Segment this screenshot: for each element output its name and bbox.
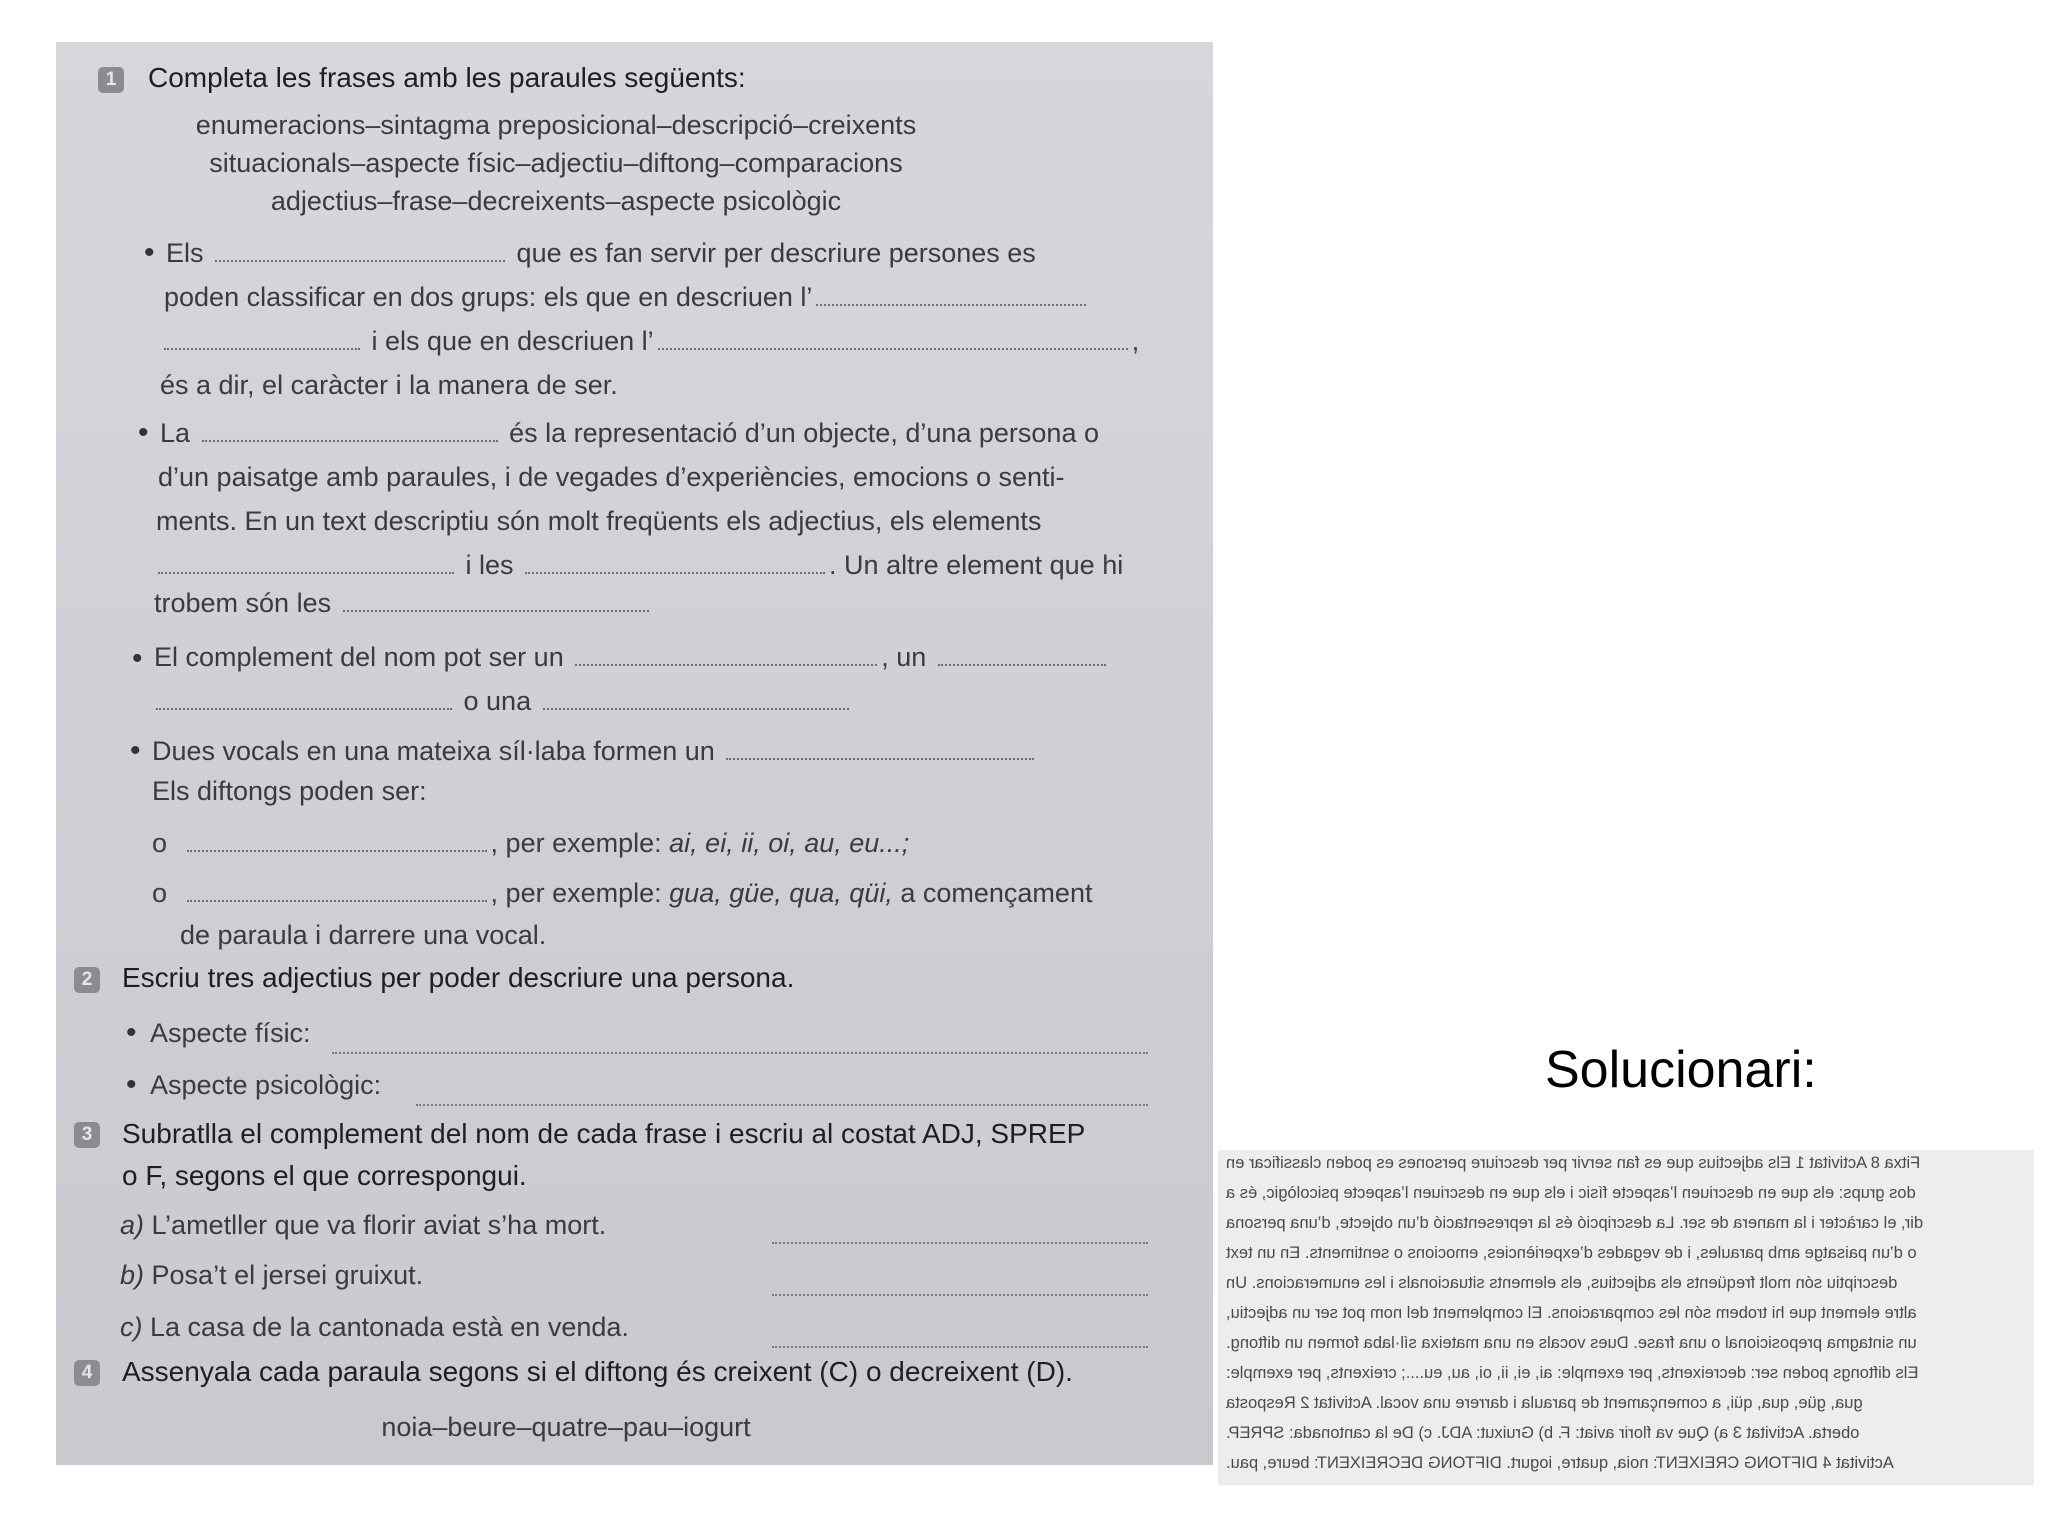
- bullet-icon: •: [130, 734, 141, 767]
- solucionari-line: dos grups: els que en descriuen l’aspecte físic i els que en descriuen l’aspecte psicològic, és a: [1226, 1184, 1916, 1202]
- b1-text1: que es fan servir per descriure persones es: [516, 238, 1036, 268]
- solucionari-line: altre element que hi trobem són les comparacions. El complement del nom pot ser un adjectiu,: [1226, 1304, 1917, 1322]
- item-text: La casa de la cantonada està en venda.: [150, 1312, 629, 1342]
- answer-line[interactable]: [772, 1242, 1148, 1244]
- b2-line1: [160, 418, 1099, 449]
- blank-field[interactable]: [658, 348, 1128, 350]
- b3-text1b: , un: [881, 642, 927, 672]
- solucionari-line: Fitxa 8 Activitat 1 Els adjectius que es fan servir per descriure persones es poden classificar en: [1226, 1154, 1921, 1172]
- solucionari-line: gua, güe, qua, qüi, a començament de paraula i darrere una vocal. Activitat 2 Resposta: [1226, 1394, 1863, 1412]
- blank-field[interactable]: [187, 850, 487, 852]
- answer-line[interactable]: [772, 1294, 1148, 1296]
- solucionari-line: descriptiu són molt freqüents els adjectius, els elements situacionals i les enumeracions. Un: [1226, 1274, 1898, 1292]
- b4-line2: Els diftongs poden ser:: [152, 776, 427, 806]
- b2-line5: [154, 588, 653, 619]
- solucionari-line: Els diftongs poden ser: decreixents, per exemple: ai, ei, ii, oi, au, eu....; creixents, per exemple:: [1226, 1364, 1919, 1382]
- b4-ex2a: , per exemple:: [490, 878, 662, 908]
- bullet-icon: •: [126, 1068, 137, 1101]
- b3-line2: [152, 686, 853, 717]
- option-circle: o: [152, 828, 168, 858]
- b2-line2: d’un paisatge amb paraules, i de vegades d’experiències, emocions o senti-: [158, 462, 1065, 492]
- exercise3-item-a: [120, 1210, 606, 1241]
- answer-line[interactable]: [772, 1346, 1148, 1348]
- b4-option2: [152, 878, 1092, 909]
- b1-line2: [164, 282, 1090, 313]
- exercise4-words: noia–beure–quatre–pau–iogurt: [381, 1412, 751, 1442]
- b1-line1: [166, 238, 1036, 269]
- solucionari-line: oberta. Activitat 3 a) Que va florir aviat: F. b) Gruixut: ADJ. c) De la cantonada: SPREP.: [1226, 1424, 1860, 1442]
- blank-field[interactable]: [215, 260, 505, 262]
- exercise4-instruction: Assenyala cada paraula segons si el diftong és creixent (C) o decreixent (D).: [122, 1356, 1073, 1387]
- b1-line4: és a dir, el caràcter i la manera de ser.: [160, 370, 618, 400]
- b2-text4a: i les: [465, 550, 514, 580]
- option-circle: o: [152, 878, 168, 908]
- blank-field[interactable]: [816, 304, 1086, 306]
- exercise-number-badge: 3: [74, 1122, 100, 1148]
- blank-field[interactable]: [202, 440, 498, 442]
- exercise2-item-1: Aspecte físic:: [150, 1018, 311, 1048]
- b3-text2: o una: [463, 686, 532, 716]
- b2-la: La: [160, 418, 191, 448]
- b4-ex1a: , per exemple:: [490, 828, 662, 858]
- exercise3-item-c: [120, 1312, 629, 1343]
- item-text: Posa’t el jersei gruixut.: [151, 1260, 424, 1290]
- item-letter: c): [120, 1312, 143, 1342]
- blank-field[interactable]: [575, 664, 877, 666]
- answer-line[interactable]: [416, 1104, 1148, 1106]
- item-letter: a): [120, 1210, 145, 1240]
- exercise-number-badge: 4: [74, 1360, 100, 1386]
- blank-field[interactable]: [726, 758, 1034, 760]
- blank-field[interactable]: [543, 708, 849, 710]
- blank-field[interactable]: [156, 708, 452, 710]
- word-bank-line-1: enumeracions–sintagma preposicional–descripció–creixents: [195, 110, 917, 140]
- exercise3-item-b: [120, 1260, 423, 1291]
- solucionari-line: o d’un paisatge amb paraules, i de vegades d’experiències, emocions o sentiments. En un text: [1226, 1244, 1917, 1262]
- solucionari-title: Solucionari:: [1545, 1041, 1817, 1099]
- exercise3-instruction-1: Subratlla el complement del nom de cada frase i escriu al costat ADJ, SPREP: [122, 1118, 1086, 1149]
- b2-line4: [154, 550, 1123, 581]
- b2-text1: és la representació d’un objecte, d’una persona o: [509, 418, 1099, 448]
- b3-text1: El complement del nom pot ser un: [154, 642, 564, 672]
- blank-field[interactable]: [525, 572, 825, 574]
- b2-text4b: . Un altre element que hi: [829, 550, 1124, 580]
- word-bank-line-3: adjectius–frase–decreixents–aspecte psicològic: [270, 186, 842, 216]
- b4-option1: [152, 828, 909, 859]
- exercise3-instruction-2: o F, segons el que correspongui.: [122, 1160, 527, 1191]
- blank-field[interactable]: [164, 348, 360, 350]
- solucionari-line: dir, el caràcter i la manera de ser. La descripció és la representació d’un objecte, d’una persona: [1226, 1214, 1924, 1232]
- exercise-number-badge: 1: [98, 67, 124, 93]
- exercise-number-badge: 2: [74, 967, 100, 993]
- b4-ex2b: gua, güe, qua, qüi,: [669, 878, 893, 908]
- b1-line3: [160, 326, 1139, 357]
- b1-text2: poden classificar en dos grups: els que en descriuen l’: [164, 282, 813, 312]
- solucionari-line: un sintagma preposicional o una frase. Dues vocals en una mateixa síl·laba formen un diftong.: [1226, 1334, 1917, 1352]
- b4-ex1b: ai, ei, ii, oi, au, eu...;: [669, 828, 910, 858]
- b4-text1: Dues vocals en una mateixa síl·laba formen un: [152, 736, 715, 766]
- worksheet: [56, 42, 1213, 1465]
- b2-line3: ments. En un text descriptiu són molt freqüents els adjectius, els elements: [156, 506, 1042, 536]
- b3-line1: [154, 642, 1110, 673]
- bullet-icon: •: [132, 642, 143, 675]
- exercise1-instruction: Completa les frases amb les paraules següents:: [148, 62, 746, 93]
- blank-field[interactable]: [938, 664, 1106, 666]
- solucionari-mirrored-box: [1218, 1150, 2034, 1485]
- answer-line[interactable]: [332, 1052, 1148, 1054]
- exercise2-item-2: Aspecte psicològic:: [150, 1070, 382, 1100]
- bullet-icon: •: [126, 1016, 137, 1049]
- b1-text3: i els que en descriuen l’: [371, 326, 654, 356]
- word-bank-line-2: situacionals–aspecte físic–adjectiu–diftong–comparacions: [209, 148, 903, 178]
- bullet-icon: •: [144, 236, 155, 269]
- b2-text5: trobem són les: [154, 588, 332, 618]
- b4-ex2c: a començament: [900, 878, 1093, 908]
- item-text: L’ametller que va florir aviat s’ha mort.: [151, 1210, 607, 1240]
- solucionari-line: Activitat 4 DIFTONG CREIXENT: noia, quatre, iogurt. DIFTONG DECREIXENT: beure, pau.: [1226, 1454, 1894, 1472]
- b4-ex2d: de paraula i darrere una vocal.: [180, 920, 547, 950]
- blank-field[interactable]: [187, 900, 487, 902]
- b1-comma: ,: [1131, 326, 1140, 356]
- blank-field[interactable]: [158, 572, 454, 574]
- b4-line1: [152, 736, 1038, 767]
- blank-field[interactable]: [343, 610, 649, 612]
- bullet-icon: •: [138, 416, 149, 449]
- b1-els: Els: [166, 238, 204, 268]
- exercise2-instruction: Escriu tres adjectius per poder descriure una persona.: [122, 962, 795, 993]
- item-letter: b): [120, 1260, 145, 1290]
